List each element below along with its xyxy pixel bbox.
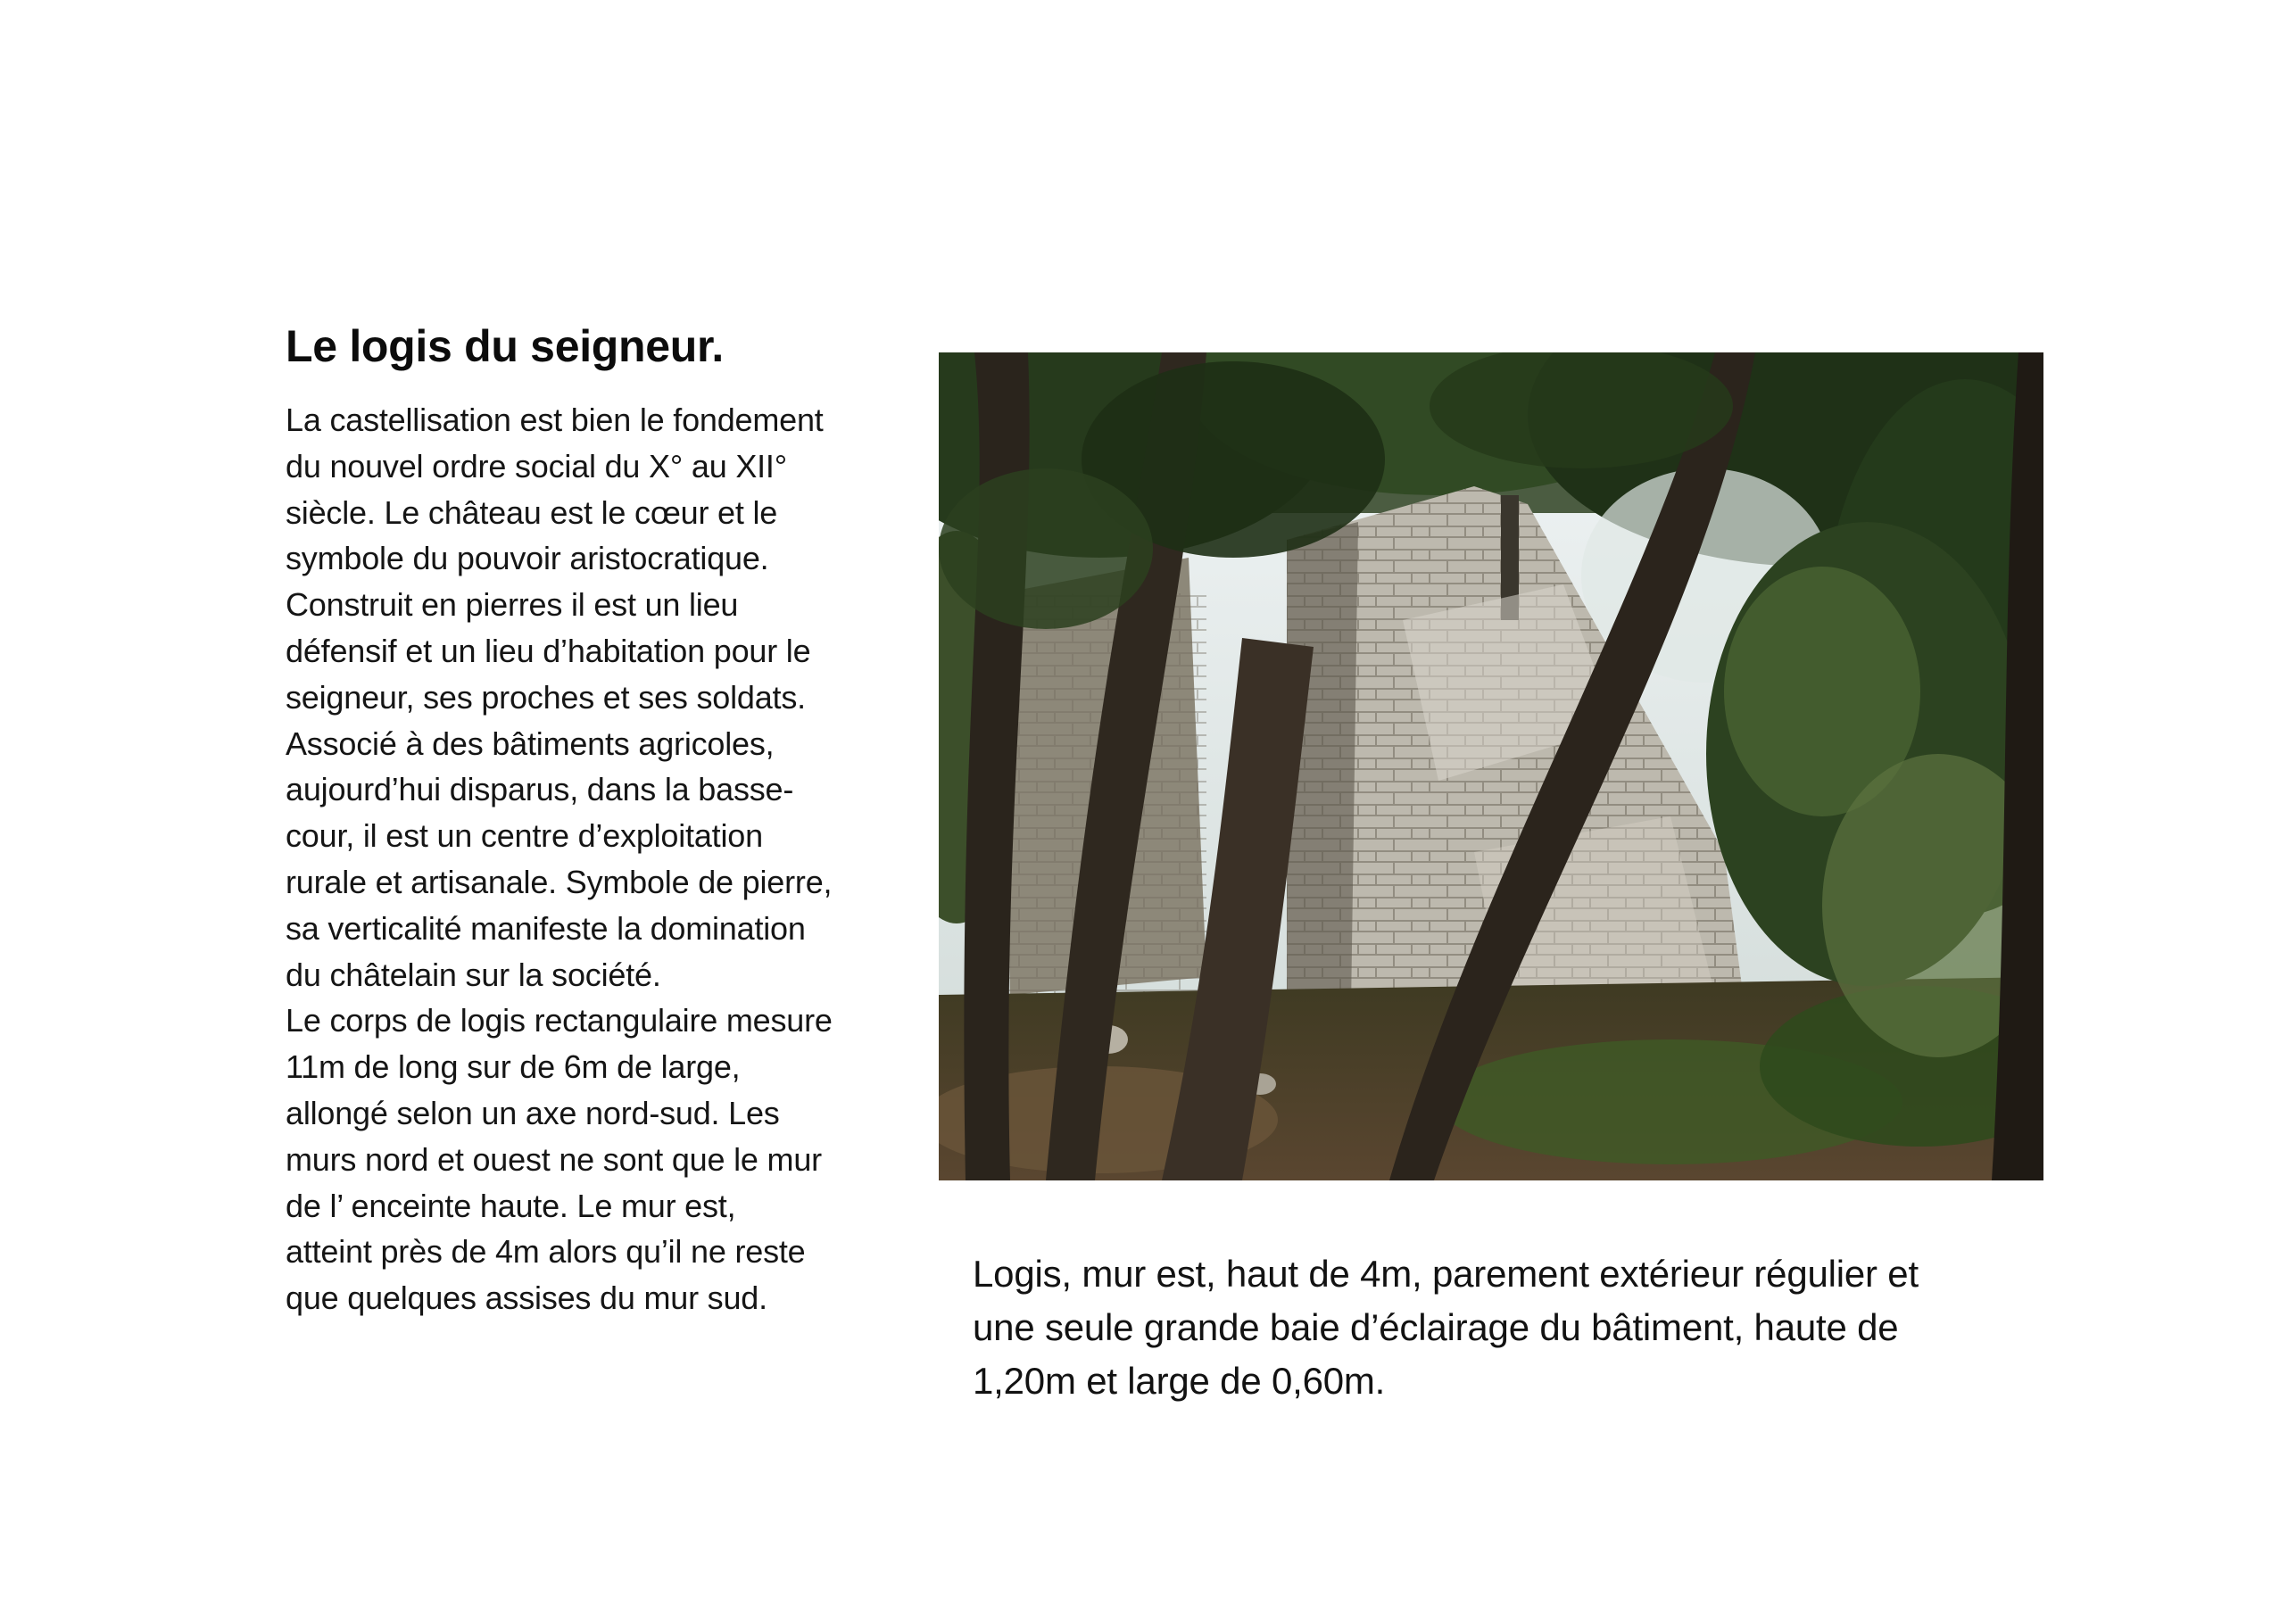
paragraph-castellisation: La castellisation est bien le fondement du nouvel ordre social du X° au XII° siècle. Le château est le cœur et le symbole du pouvoir aristocratique. Construit en pierres il est un lieu défensif et un lieu d’habitation pour le seigneur, ses proches et ses soldats. Associé à des bâtiments agricoles, aujourd’hui disparus, dans la basse- cour, il est un centre d’exploitation rurale et artisanale. Symbole de pierre, sa verticalité manifeste la domination du châtelain sur la société.	[286, 402, 833, 993]
body-text	[286, 397, 910, 1321]
paragraph-corps-de-logis: Le corps de logis rectangulaire mesure 11m de long sur de 6m de large, allongé selon un axe nord-sud. Les murs nord et ouest ne sont que le mur de l’ enceinte haute. Le mur est, atteint près de 4m alors qu’il ne reste que quelques assises du mur sud.	[286, 1002, 833, 1317]
photo-logis-east-wall	[939, 352, 2043, 1180]
photo-caption: Logis, mur est, haut de 4m, parement extérieur régulier et une seule grande baie d’éclairage du bâtiment, haute de 1,20m et large de 0,60m.	[973, 1253, 1919, 1402]
photo-illustration	[939, 352, 2043, 1180]
page-title: Le logis du seigneur.	[286, 321, 725, 371]
